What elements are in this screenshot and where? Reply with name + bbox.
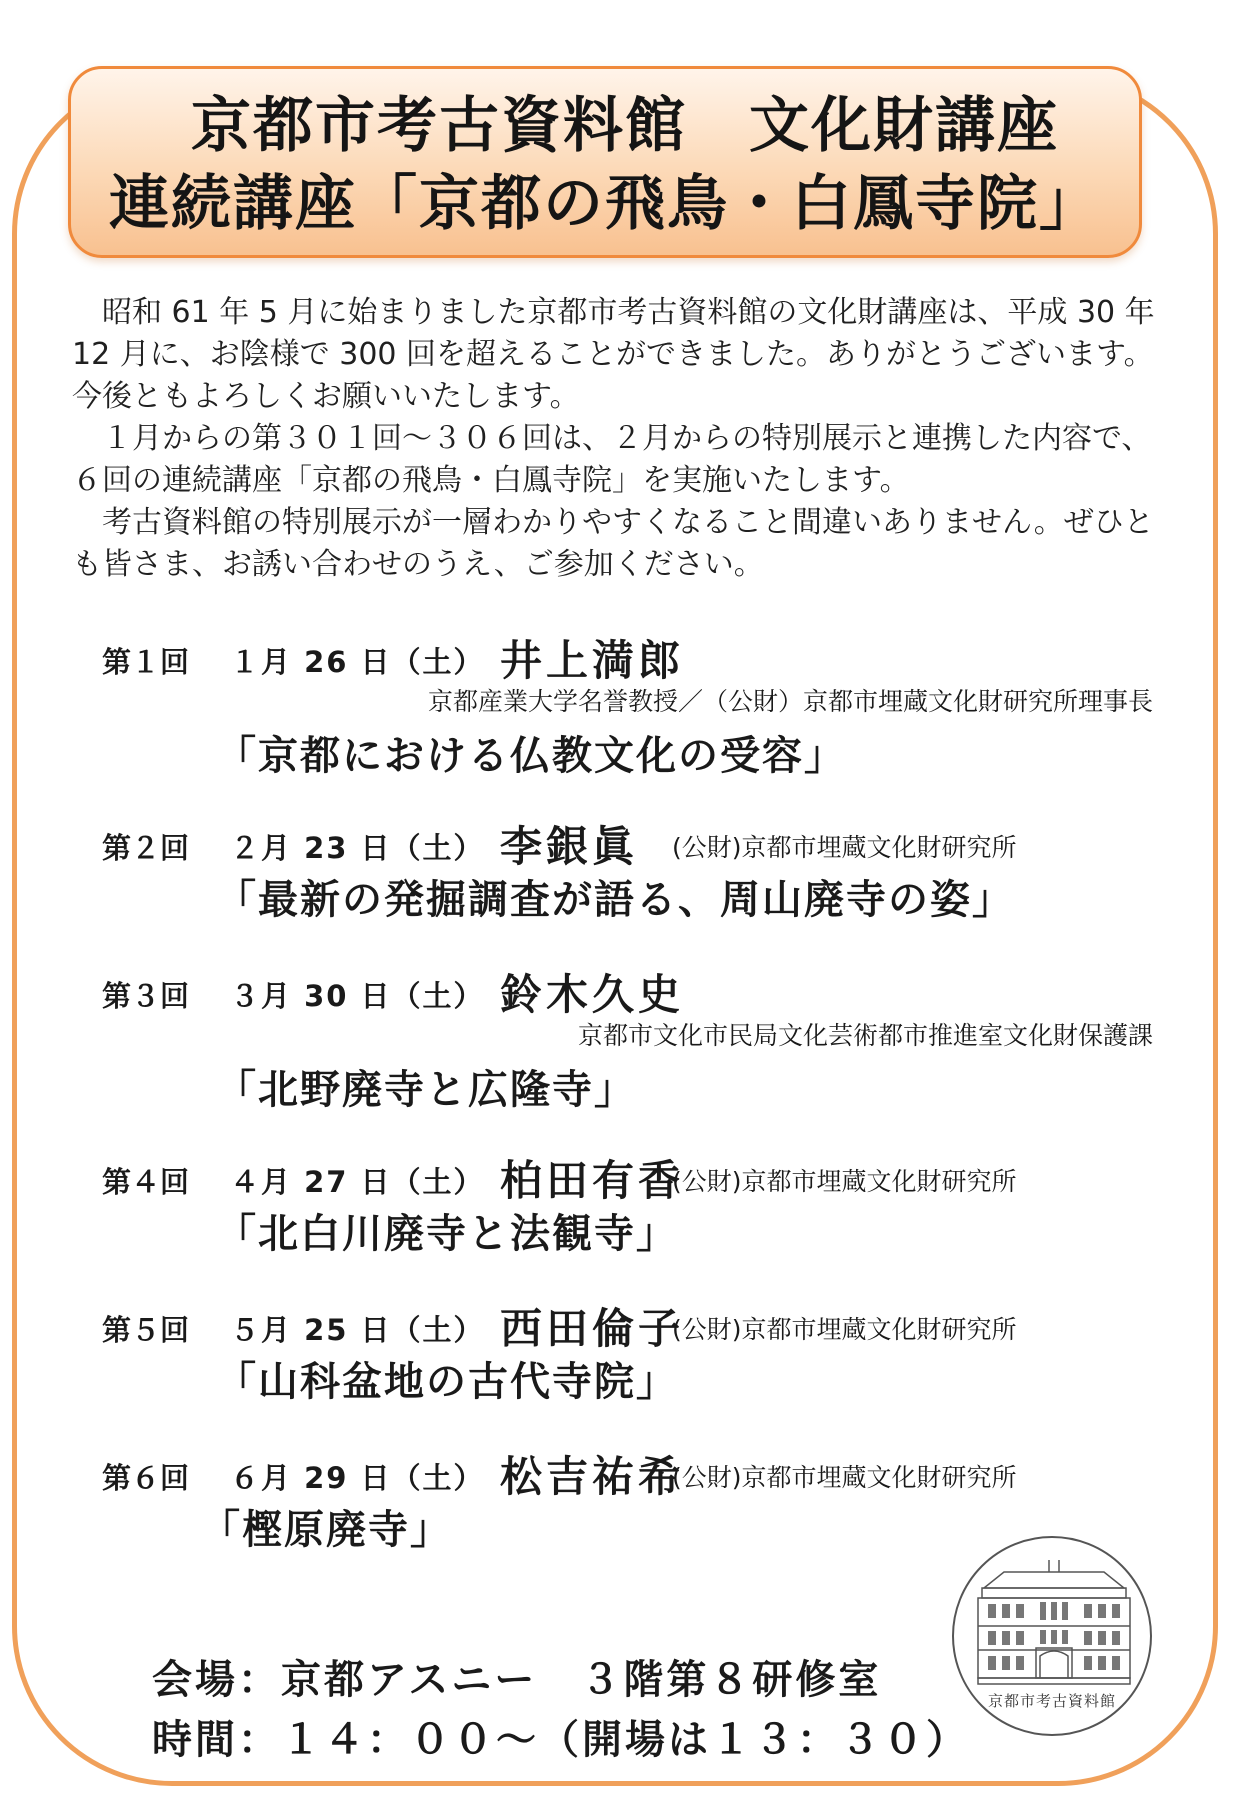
lecture-speaker: 西田倫子	[500, 1304, 685, 1353]
lecture-date: ５月 25 日（土）	[230, 1313, 485, 1347]
lecture-date: １月 26 日（土）	[230, 645, 485, 679]
lecture-title: 「北野廃寺と広隆寺」	[216, 1067, 636, 1113]
lecture-affiliation: (公財)京都市埋蔵文化財研究所	[672, 1315, 1017, 1344]
museum-logo	[952, 1536, 1152, 1736]
intro-paragraph: 考古資料館の特別展示が一層わかりやすくなること間違いありません。ぜひとも皆さま、お誘い合わせのうえ、ご参加ください。	[72, 505, 1154, 582]
lecture-number: 第４回	[102, 1165, 190, 1199]
lecture-item	[0, 954, 1233, 1113]
lecture-speaker: 柏田有香	[500, 1156, 685, 1205]
lecture-number: 第３回	[102, 979, 190, 1013]
lecture-number: 第５回	[102, 1313, 190, 1347]
lecture-date: ２月 23 日（土）	[230, 831, 485, 865]
lecture-affiliation: (公財)京都市埋蔵文化財研究所	[672, 833, 1017, 862]
title-main: 京都市考古資料館 文化財講座	[191, 91, 1059, 161]
lecture-speaker: 松吉祐希	[500, 1452, 685, 1501]
lecture-date: ４月 27 日（土）	[230, 1165, 485, 1199]
lecture-item	[0, 1140, 1233, 1290]
intro-text	[72, 292, 1162, 586]
lecture-affiliation: (公財)京都市埋蔵文化財研究所	[672, 1463, 1017, 1492]
lecture-affiliation: (公財)京都市埋蔵文化財研究所	[672, 1167, 1017, 1196]
lecture-date: ３月 30 日（土）	[230, 979, 485, 1013]
lecture-title: 「京都における仏教文化の受容」	[216, 733, 846, 779]
lecture-number: 第１回	[102, 645, 190, 679]
lecture-number: 第２回	[102, 831, 190, 865]
venue-info: 会場：京都アスニー ３階第８研修室	[152, 1657, 882, 1703]
lecture-item	[0, 620, 1233, 779]
lecture-item	[0, 806, 1233, 956]
lecture-title: 「北白川廃寺と法観寺」	[216, 1211, 678, 1257]
intro-paragraph: 昭和 61 年 5 月に始まりました京都市考古資料館の文化財講座は、平成 30 年 12 月に、お陰様で 300 回を超えることができました。ありがとうございます。今後ともよろしくお願いいたします。	[72, 295, 1155, 414]
lecture-date: ６月 29 日（土）	[230, 1461, 485, 1495]
lecture-speaker: 井上満郎	[500, 636, 685, 685]
lecture-affiliation: 京都産業大学名誉教授／（公財）京都市埋蔵文化財研究所理事長	[427, 687, 1153, 716]
lecture-title: 「樫原廃寺」	[200, 1507, 452, 1553]
title-banner	[68, 66, 1142, 258]
lecture-speaker: 鈴木久史	[500, 970, 685, 1019]
logo-caption: 京都市考古資料館	[987, 1692, 1116, 1710]
lecture-title: 「山科盆地の古代寺院」	[216, 1359, 678, 1405]
lecture-number: 第６回	[102, 1461, 190, 1495]
lecture-item	[0, 1288, 1233, 1438]
lecture-affiliation: 京都市文化市民局文化芸術都市推進室文化財保護課	[577, 1021, 1153, 1050]
lecture-title: 「最新の発掘調査が語る、周山廃寺の姿」	[216, 877, 1014, 923]
intro-paragraph: １月からの第３０１回～３０６回は、２月からの特別展示と連携した内容で、６回の連続講座「京都の飛鳥・白鳳寺院」を実施いたします。	[72, 421, 1152, 498]
title-series: 連続講座「京都の飛鳥・白鳳寺院」	[109, 169, 1101, 239]
lecture-speaker: 李銀眞	[500, 822, 639, 871]
time-info: 時間：１４：００～（開場は１３：３０）	[152, 1717, 969, 1763]
